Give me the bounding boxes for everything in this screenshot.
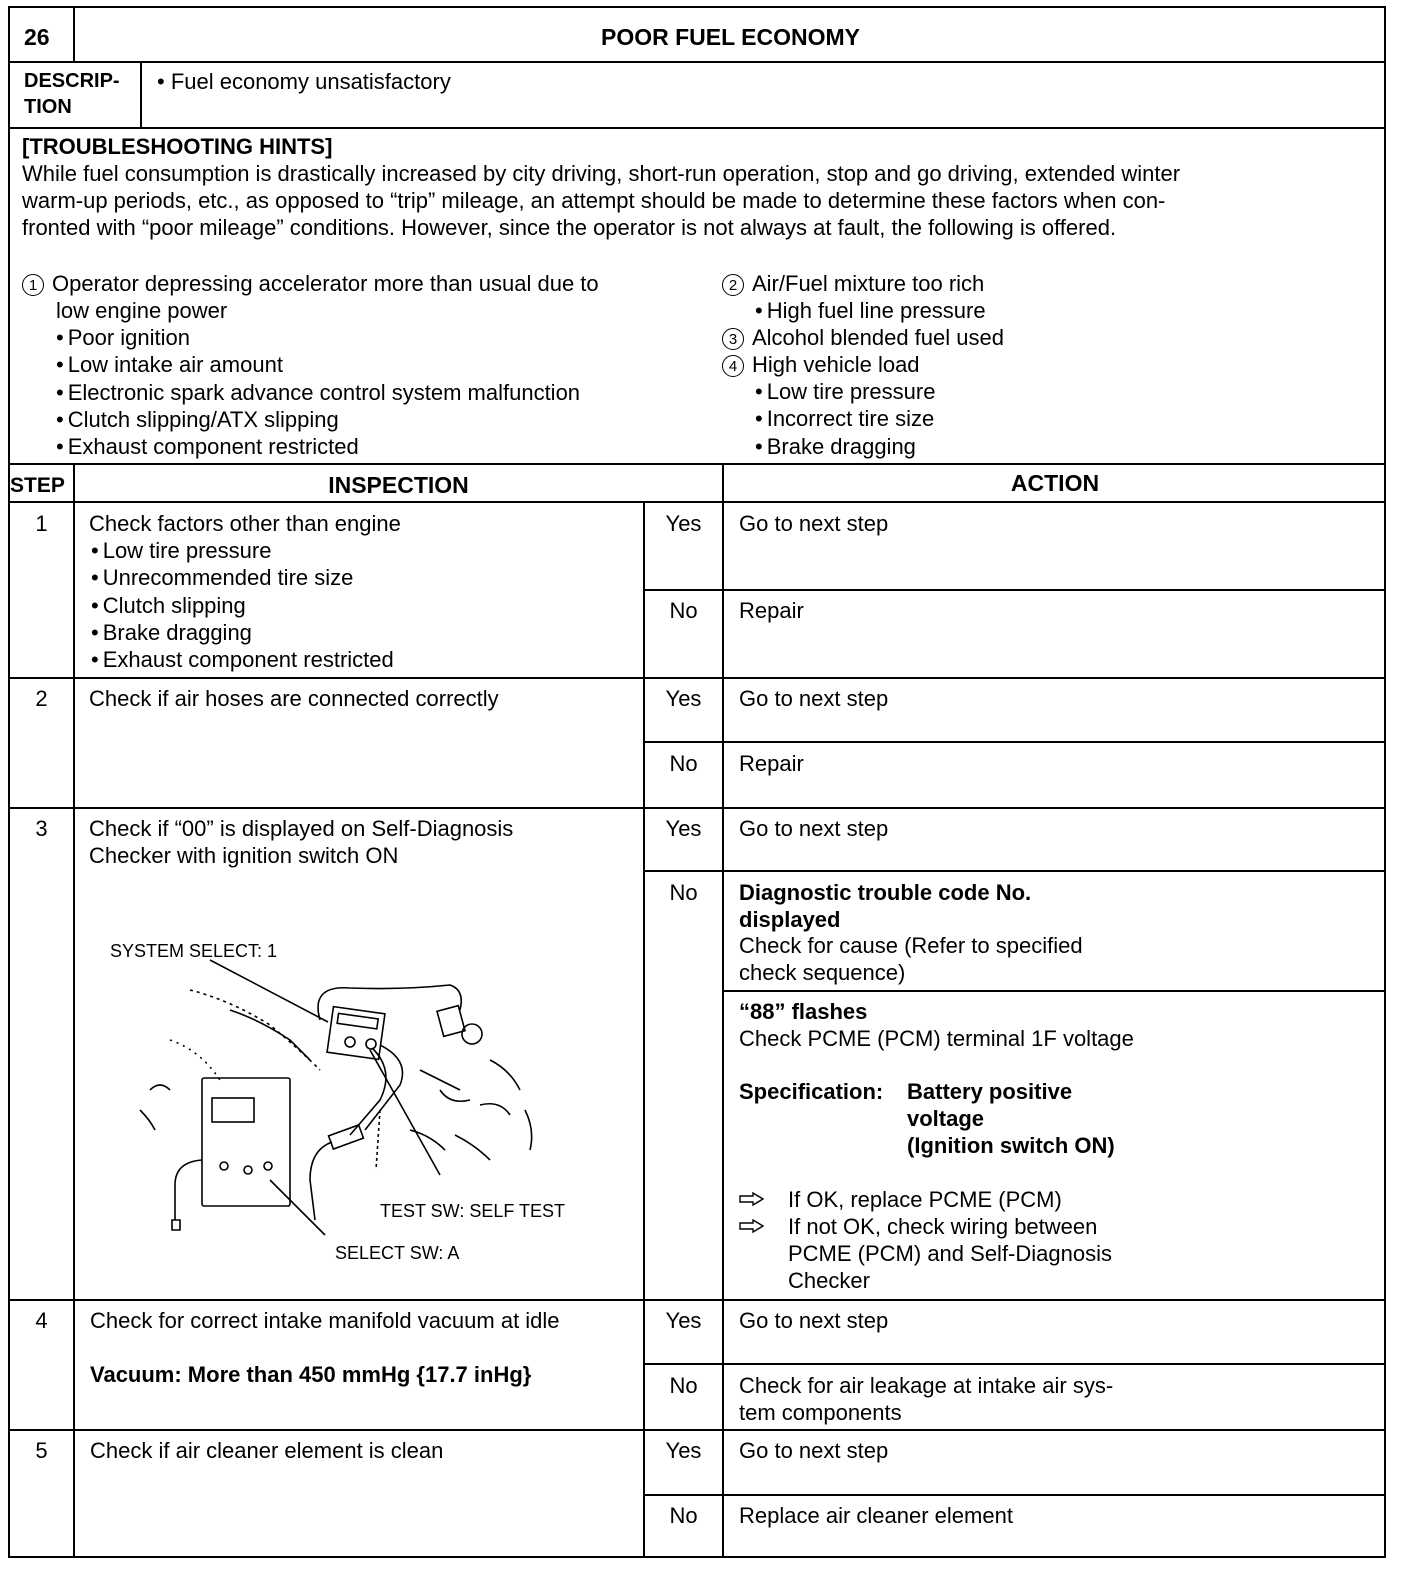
divider <box>643 870 1386 872</box>
spec-label: Specification: <box>739 1079 884 1104</box>
cause-text: Alcohol blended fuel used <box>752 325 1004 350</box>
column-divider <box>643 501 645 1558</box>
cause-text: Operator depressing accelerator more than usual due to <box>52 271 599 296</box>
yes-action: Go to next step <box>739 816 889 841</box>
divider <box>8 463 1386 465</box>
list-item: • Brake dragging <box>755 433 935 460</box>
list-item: • Electronic spark advance control system malfunction <box>56 379 580 406</box>
figure-label-test-sw: TEST SW: SELF TEST <box>380 1201 566 1221</box>
list-item: • Clutch slipping/ATX slipping <box>56 406 580 433</box>
no-b-text: Check PCME (PCM) terminal 1F voltage <box>739 1026 1134 1051</box>
arrow-right-icon <box>739 1219 765 1233</box>
no-a-title: Diagnostic trouble code No. <box>739 880 1032 905</box>
if-not-ok-text: If not OK, check wiring between <box>788 1214 1098 1239</box>
hints-paragraph-line: fronted with “poor mileage” conditions. However, since the operator is not always at fault, the following is offered. <box>22 215 1117 240</box>
inspection-text: Checker with ignition switch ON <box>89 843 399 868</box>
divider <box>722 990 1386 992</box>
list-item: • High fuel line pressure <box>755 297 986 324</box>
if-not-ok-text: Checker <box>788 1268 870 1293</box>
spec-value: voltage <box>907 1106 985 1131</box>
step-number: 3 <box>35 816 48 841</box>
figure-label-select-sw: SELECT SW: A <box>335 1243 460 1263</box>
section-number: 26 <box>24 24 50 50</box>
yes-action: Go to next step <box>739 1308 889 1333</box>
no-a-title: displayed <box>739 907 841 932</box>
cause-3 <box>722 324 1004 351</box>
list-item: • Poor ignition <box>56 324 580 351</box>
step-number: 4 <box>35 1308 48 1333</box>
divider <box>8 807 1386 809</box>
circled-number: 3 <box>722 328 744 350</box>
list-item: • Brake dragging <box>91 619 394 646</box>
step-number: 5 <box>35 1438 48 1463</box>
column-divider <box>722 463 724 1558</box>
no-action: tem components <box>739 1400 902 1425</box>
list-item: • Incorrect tire size <box>755 405 935 432</box>
vacuum-spec: Vacuum: More than 450 mmHg {17.7 inHg} <box>90 1362 532 1387</box>
list-item: • Clutch slipping <box>91 592 394 619</box>
divider <box>8 677 1386 679</box>
hints-paragraph-line: While fuel consumption is drastically increased by city driving, short-run operation, stop and go driving, extended winter <box>22 161 1181 186</box>
step-number: 2 <box>35 686 48 711</box>
no-action: Repair <box>739 598 804 623</box>
cause-4 <box>722 351 920 378</box>
cause-1-continued: low engine power <box>56 298 228 323</box>
list-item: • Exhaust component restricted <box>91 646 394 673</box>
cause-1-list <box>56 324 580 460</box>
if-ok-text: If OK, replace PCME (PCM) <box>788 1187 1062 1212</box>
list-item: • Low tire pressure <box>91 537 394 564</box>
description-text: • Fuel economy unsatisfactory <box>157 69 451 94</box>
cause-2 <box>722 270 984 297</box>
cause-1 <box>22 270 599 297</box>
no-label: No <box>669 1373 698 1398</box>
divider <box>8 61 1386 63</box>
circled-number: 1 <box>22 274 44 296</box>
page-title: POOR FUEL ECONOMY <box>601 24 860 50</box>
yes-action: Go to next step <box>739 1438 889 1463</box>
circled-number: 2 <box>722 274 744 296</box>
inspection-text: Check if air hoses are connected correctly <box>89 686 499 711</box>
no-action: Replace air cleaner element <box>739 1503 1013 1528</box>
list-item: • Low intake air amount <box>56 351 580 378</box>
no-a-text: check sequence) <box>739 960 906 985</box>
inspection-text: Check if air cleaner element is clean <box>90 1438 444 1463</box>
figure-label-system-select: SYSTEM SELECT: 1 <box>110 941 278 961</box>
description-label-line1: DESCRIP- <box>24 70 120 92</box>
hints-paragraph-line: warm-up periods, etc., as opposed to “trip” mileage, an attempt should be made to determine these factors when con- <box>22 188 1166 213</box>
description-divider <box>140 62 142 128</box>
divider <box>643 1494 1386 1496</box>
no-label: No <box>669 598 698 623</box>
no-action: Check for air leakage at intake air sys- <box>739 1373 1114 1398</box>
list-item: • Exhaust component restricted <box>56 433 580 460</box>
step-number: 1 <box>35 511 48 536</box>
yes-label: Yes <box>665 1308 702 1333</box>
divider <box>8 127 1386 129</box>
yes-label: Yes <box>665 816 702 841</box>
divider <box>643 589 1386 591</box>
column-header-action: ACTION <box>1010 470 1100 496</box>
column-header-step: STEP <box>10 474 65 497</box>
spec-value: Battery positive <box>907 1079 1073 1104</box>
cause-text: High vehicle load <box>752 352 920 377</box>
list-item: • Unrecommended tire size <box>91 564 394 591</box>
column-divider <box>73 463 75 1558</box>
inspection-text: Check factors other than engine <box>89 511 401 536</box>
arrow-right-icon <box>739 1192 765 1206</box>
hints-title: [TROUBLESHOOTING HINTS] <box>22 134 333 159</box>
inspection-list <box>91 537 394 673</box>
if-not-ok-text: PCME (PCM) and Self-Diagnosis <box>788 1241 1112 1266</box>
divider <box>643 741 1386 743</box>
yes-label: Yes <box>665 1438 702 1463</box>
yes-label: Yes <box>665 511 702 536</box>
inspection-text: Check for correct intake manifold vacuum at idle <box>90 1308 560 1333</box>
self-diagnosis-checker-figure <box>80 930 640 1270</box>
yes-action: Go to next step <box>739 511 889 536</box>
cause-text: Air/Fuel mixture too rich <box>752 271 985 296</box>
circled-number: 4 <box>722 355 744 377</box>
no-label: No <box>669 880 698 905</box>
yes-label: Yes <box>665 686 702 711</box>
no-action: Repair <box>739 751 804 776</box>
inspection-text: Check if “00” is displayed on Self-Diagnosis <box>89 816 514 841</box>
cause-4-list <box>755 378 935 460</box>
divider <box>8 1299 1386 1301</box>
list-item: • Low tire pressure <box>755 378 935 405</box>
divider <box>643 1363 1386 1365</box>
divider <box>8 1429 1386 1431</box>
description-label-line2: TION <box>24 96 72 118</box>
divider <box>8 501 1386 503</box>
no-label: No <box>669 751 698 776</box>
column-header-inspection: INSPECTION <box>328 472 469 498</box>
yes-action: Go to next step <box>739 686 889 711</box>
no-label: No <box>669 1503 698 1528</box>
no-a-text: Check for cause (Refer to specified <box>739 933 1083 958</box>
spec-value: (Ignition switch ON) <box>907 1133 1115 1158</box>
no-b-title: “88” flashes <box>739 999 868 1024</box>
